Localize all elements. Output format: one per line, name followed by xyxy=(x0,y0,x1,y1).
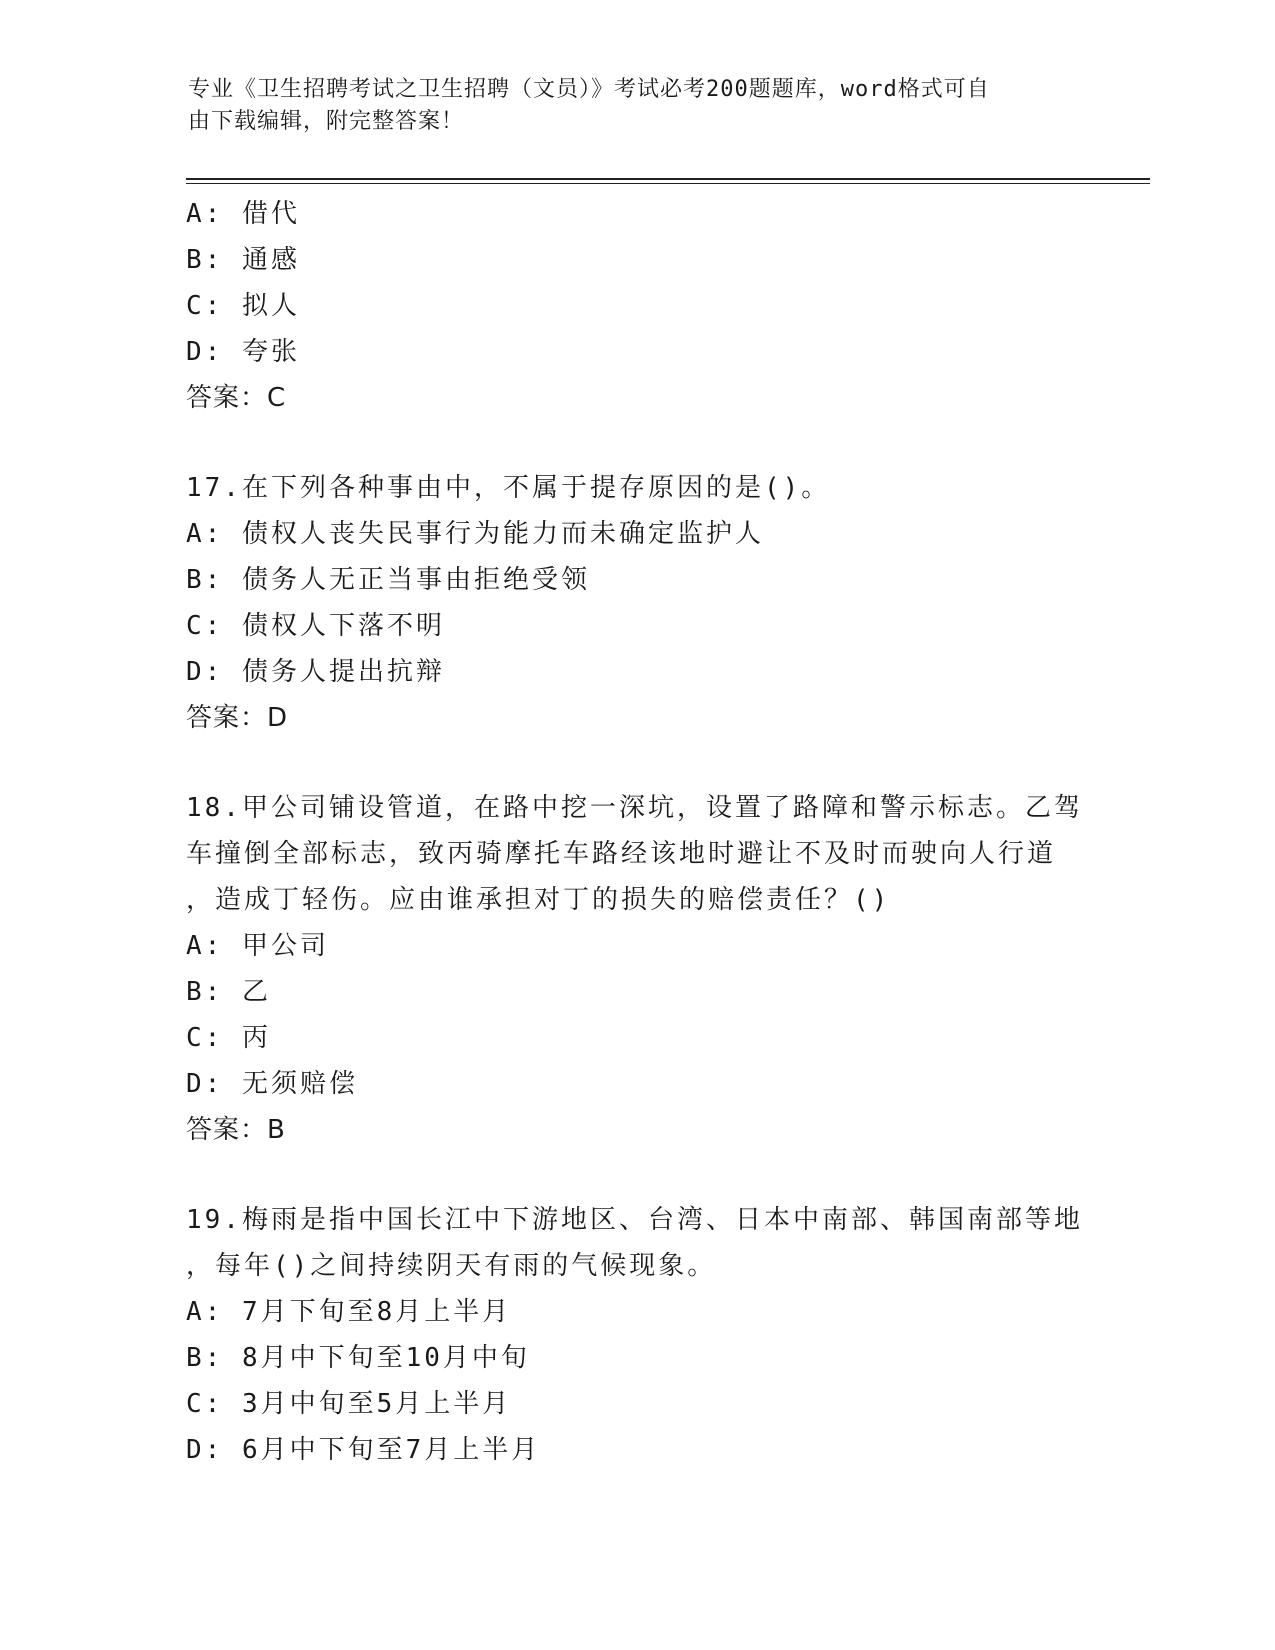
question-text-line-2: 车撞倒全部标志，致丙骑摩托车路经该地时避让不及时而驶向人行道 xyxy=(186,839,1057,869)
option-a: A: 借代 xyxy=(186,199,300,229)
option-b: B: 乙 xyxy=(186,977,271,1007)
question-17 xyxy=(186,465,1086,741)
document-body xyxy=(186,191,1086,1473)
option-d: D: 无须赔偿 xyxy=(186,1069,358,1099)
option-a: A: 7月下旬至8月上半月 xyxy=(186,1297,512,1327)
option-d: D: 6月中下旬至7月上半月 xyxy=(186,1435,541,1465)
question-text-line-3: ，造成丁轻伤。应由谁承担对丁的损失的赔偿责任？() xyxy=(186,885,891,915)
option-c: C: 债权人下落不明 xyxy=(186,611,445,641)
spacer xyxy=(186,741,1086,785)
header-rule-thick xyxy=(186,178,1150,180)
option-c: C: 拟人 xyxy=(186,291,300,321)
option-c: C: 3月中旬至5月上半月 xyxy=(186,1389,512,1419)
option-d: D: 债务人提出抗辩 xyxy=(186,657,445,687)
question-19 xyxy=(186,1197,1086,1473)
question-text-line-1: 19.梅雨是指中国长江中下游地区、台湾、日本中南部、韩国南部等地 xyxy=(186,1205,1083,1235)
option-a: A: 甲公司 xyxy=(186,931,329,961)
option-b: B: 债务人无正当事由拒绝受领 xyxy=(186,565,590,595)
answer: 答案：D xyxy=(186,703,289,733)
option-b: B: 通感 xyxy=(186,245,300,275)
option-c: C: 丙 xyxy=(186,1023,271,1053)
answer: 答案：C xyxy=(186,383,287,413)
document-header xyxy=(188,74,1088,138)
question-16 xyxy=(186,191,1086,421)
header-line-2: 由下载编辑，附完整答案！ xyxy=(188,109,465,134)
question-text-line-2: ，每年()之间持续阴天有雨的气候现象。 xyxy=(186,1251,717,1281)
option-d: D: 夸张 xyxy=(186,337,300,367)
spacer xyxy=(186,1153,1086,1197)
header-rule-thin xyxy=(186,183,1150,184)
question-text-line-1: 18.甲公司铺设管道，在路中挖一深坑，设置了路障和警示标志。乙驾 xyxy=(186,793,1083,823)
question-text: 17.在下列各种事由中，不属于提存原因的是()。 xyxy=(186,473,831,503)
answer: 答案：B xyxy=(186,1115,286,1145)
option-a: A: 债权人丧失民事行为能力而未确定监护人 xyxy=(186,519,764,549)
question-18 xyxy=(186,785,1086,1153)
spacer xyxy=(186,421,1086,465)
header-line-1: 专业《卫生招聘考试之卫生招聘（文员）》考试必考200题题库，word格式可自 xyxy=(188,77,990,102)
option-b: B: 8月中下旬至10月中旬 xyxy=(186,1343,530,1373)
